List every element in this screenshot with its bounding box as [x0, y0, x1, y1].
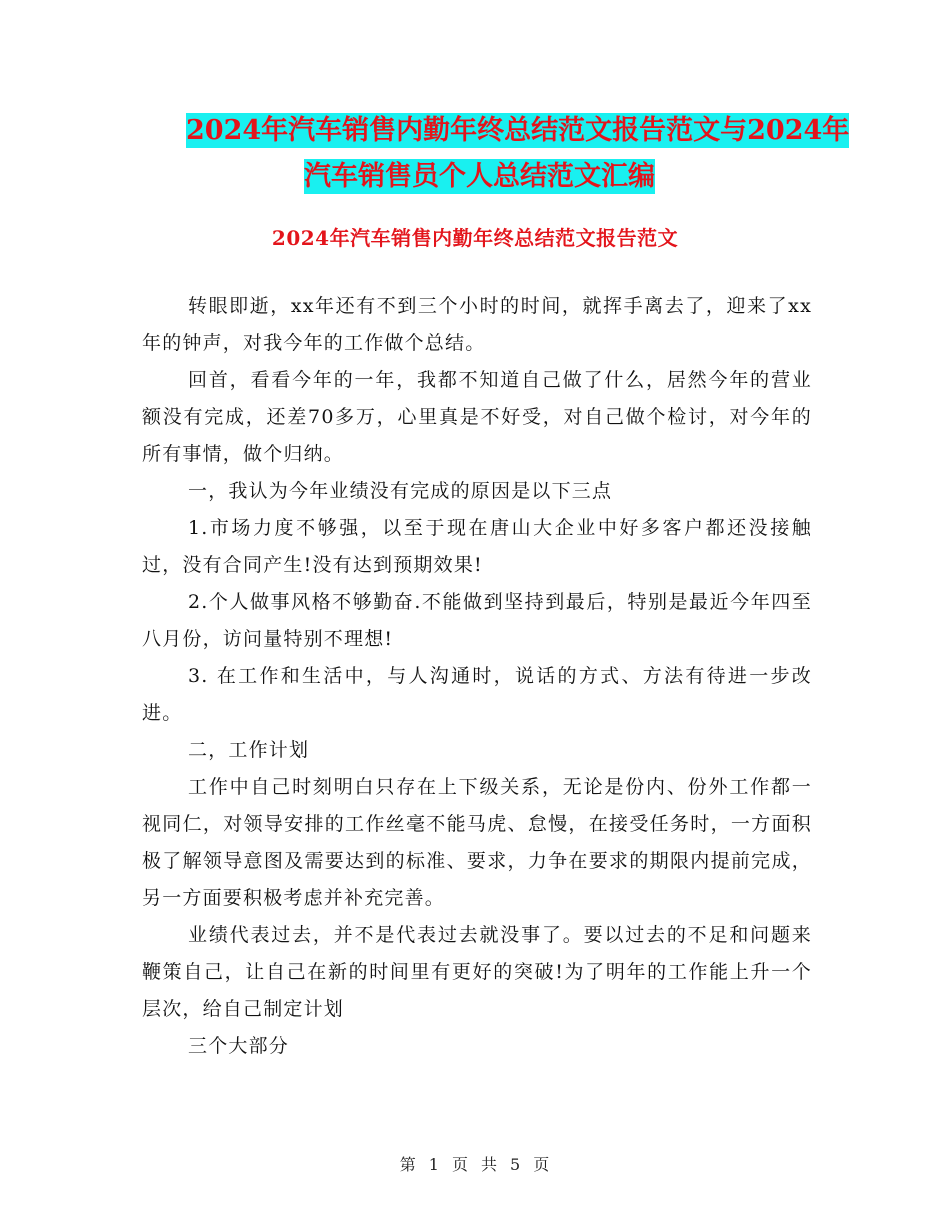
footer-page-word: 页 [451, 1155, 469, 1174]
paragraph: 三个大部分 [188, 1035, 290, 1057]
main-title-line-1: 2024年汽车销售内勤年终总结范文报告范文与2024年 [186, 115, 850, 146]
document-body [142, 288, 812, 1065]
current-page-number: 1 [428, 1155, 440, 1174]
document-main-title [0, 108, 950, 200]
paragraph: 业绩代表过去，并不是代表过去就没事了。要以过去的不足和问题来鞭策自己，让自己在新的时间里有更好的突破!为了明年的工作能上升一个层次，给自己制定计划 [142, 924, 812, 1020]
total-pages-number: 5 [510, 1155, 522, 1174]
main-title-line-2: 汽车销售员个人总结范文汇编 [304, 161, 655, 192]
paragraph: 3. 在工作和生活中，与人沟通时，说话的方式、方法有待进一步改进。 [142, 665, 812, 724]
paragraph: 2.个人做事风格不够勤奋.不能做到坚持到最后，特别是最近今年四至八月份，访问量特别不理想! [142, 591, 812, 650]
footer-total-word: 共 [481, 1155, 499, 1174]
paragraph: 二，工作计划 [188, 739, 310, 761]
paragraph: 回首，看看今年的一年，我都不知道自己做了什么，居然今年的营业额没有完成，还差70多万，心里真是不好受，对自己做个检讨，对今年的所有事情，做个归纳。 [142, 369, 812, 465]
footer-suffix: 页 [533, 1155, 551, 1174]
paragraph: 1.市场力度不够强，以至于现在唐山大企业中好多客户都还没接触过，没有合同产生!没有达到预期效果! [142, 517, 812, 576]
paragraph: 工作中自己时刻明白只存在上下级关系，无论是份内、份外工作都一视同仁，对领导安排的工作丝毫不能马虎、怠慢，在接受任务时，一方面积极了解领导意图及需要达到的标准、要求，力争在要求的期限内提前完成，另一方面要积极考虑并补充完善。 [142, 776, 812, 909]
page-footer [0, 1152, 950, 1175]
footer-prefix: 第 [399, 1155, 417, 1174]
paragraph: 转眼即逝，xx年还有不到三个小时的时间，就挥手离去了，迎来了xx年的钟声，对我今年的工作做个总结。 [142, 295, 812, 354]
paragraph: 一，我认为今年业绩没有完成的原因是以下三点 [188, 480, 613, 502]
section-title: 2024年汽车销售内勤年终总结范文报告范文 [271, 226, 679, 250]
